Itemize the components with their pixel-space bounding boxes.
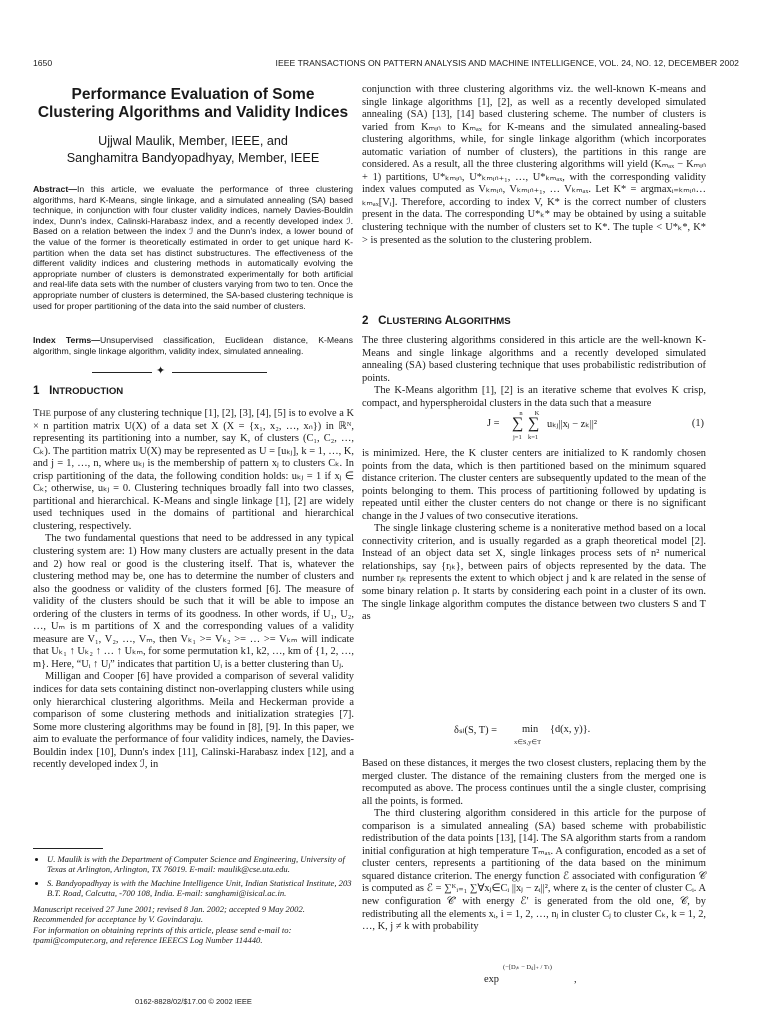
eq3-exponent: (−[Dᵢₖ − Dᵢⱼ]₊ / Tₜ) — [503, 964, 552, 971]
running-head — [33, 58, 739, 70]
abstract-label: Abstract — [33, 184, 69, 194]
section-1-heading — [33, 384, 123, 399]
eq3-tail: , — [574, 974, 577, 985]
s2-paragraph-3: is minimized. Here, the K cluster centers are initialized to K randomly chosen points from the data, which is then partitioned based on the minimum squared distance criterion. The cluster centers are subsequently updated to the mean of the points belonging to them. This process of partitioning followed by updating is repeated until either the cluster centers do not change or there is no significant change in the J values of two consecutive iterations. — [362, 448, 706, 522]
intro-lead-rest: HE — [39, 408, 51, 418]
section-1-title-initial: I — [49, 384, 53, 397]
eq2-min-sub: x∈S,y∈T — [514, 739, 542, 746]
eq1-sum2-top: K — [534, 410, 540, 417]
index-terms-dash: — — [91, 335, 100, 345]
intro-p1-text: purpose of any clustering technique [1], [2], [3], [4], [5] is to evolve a K × n partition matrix U(X) of a data set X (X = {x₁, x₂, …, xₙ}) in ℝᴺ, representing its partitioning into a number, say K, of clusters (C₁, C₂, …, Cₖ). The partition matrix U(X) may be represented as U = [uₖⱼ], k = 1, …, K, and j = 1, …, n, where uₖⱼ is the membership of pattern xⱼ to clusters Cₖ. In crisp partitioning of the data, the following condition holds: uₖⱼ = 1 if xⱼ ∈ Cₖ; otherwise, uₖⱼ = 0. Clustering techniques broadly fall into two classes, partitional and hierarchical. K-Means and single linkage [1], [2] are widely used techniques used in the domains of partitional and hierarchical clustering, respectively. — [33, 408, 354, 532]
intro-continuation: conjunction with three clustering algorithms viz. the well-known K-means and single linkage algorithms [1], [2], as well as a recently developed simulated annealing (SA) [13], [14] based clustering scheme. The number of clusters is varied from Kₘᵢₙ to Kₘₐₓ for K-means and the simulated annealing-based clustering algorithms, while, for single linkage algorithm (which incorporates automatic variation of number of clusters), the partitions in this range are considered. As a result, all the three clustering algorithms will yield (Kₘₐₓ − Kₘᵢₙ + 1) partitions, U*ₖₘᵢₙ, U*ₖₘᵢₙ₊₁, …, U*ₖₘₐₓ, with the corresponding validity index values computed as Vₖₘᵢₙ, Vₖₘᵢₙ₊₁, … Vₖₘₐₓ. Let K* = argmaxᵢ₌ₖₘᵢₙ…ₖₘₐₓ[Vᵢ]. Therefore, according to index V, K* is the correct number of clusters present in the data. The corresponding U*ₖ* may be obtained by using a suitable clustering technique with the number of clusters set to K*. The tuple < U*ₖ*, K* > is presented as the solution to the clustering problem. — [362, 84, 706, 246]
section-2-c2: A — [444, 314, 454, 327]
eq2-min: min — [522, 724, 539, 735]
section-1-number: 1 — [33, 384, 40, 397]
separator-rule-left — [92, 372, 152, 373]
section-2-c1-rest: LUSTERING — [386, 316, 442, 327]
separator-rule-right — [172, 372, 267, 373]
s2-paragraph-5: Based on these distances, it merges the two closest clusters, replacing them by the merged cluster. The distance of the remaining clusters from the merged one is recomputed as above. The process continues until the a single cluster, comprising all the points, is formed. — [362, 758, 706, 807]
s2-paragraph-6: The third clustering algorithm considered in this article for the purpose of comparison is a simulated annealing (SA) based scheme with probabilistic redistribution of the data points [13], [14]. The SA algorithm starts from a random initial configuration at high temperature Tₘₐₓ. A configuration, encoded as a set of cluster centers, represents a partitioning of the data based on the minimum squared distance criterion. The energy function ℰ associated with configuration 𝒞 is computed as ℰ = ∑ᴷᵢ₌₁ ∑∀xⱼ∈Cᵢ ||xⱼ − zᵢ||², where zᵢ is the center of cluster Cᵢ. A new configuration 𝒞′ with energy ℰ′ is generated from the old one, 𝒞, by redistributing all the elements xᵢ, i = 1, 2, …, nⱼ in cluster Cⱼ to cluster Cₖ, k = 1, 2, …, K, j ≠ k with probability — [362, 808, 706, 933]
intro-paragraph-3: Milligan and Cooper [6] have provided a comparison of several validity indices for data sets containing distinct non-overlapping clusters while using only hierarchical clustering algorithms. Meila and Heckerman provide a comparison of some clustering methods and initialization strategies [7]. Some more clustering algorithms may be found in [8], [9]. In this paper, we aim to evaluate the performance of four validity indices, namely, the Davies-Bouldin index [10], Dunn's index [11], Calinski-Harabasz index [12], and a recently developed index ℐ, in — [33, 671, 354, 771]
equation-1 — [362, 409, 706, 445]
authors-line2: Sanghamitra Bandyopadhyay, Member, IEEE — [66, 151, 320, 165]
eq1-sum2-icon: ∑ — [528, 415, 540, 432]
authors-line1: Ujjwal Maulik, Member, IEEE, and — [98, 134, 288, 148]
s2-paragraph-2: The K-Means algorithm [1], [2] is an iterative scheme that evolves K crisp, compact, and hyperspheroidal clusters in the data such that a measure — [362, 385, 706, 409]
s2-paragraph-1: The three clustering algorithms considered in this article are the well-known K-Means and single linkage algorithms and a recently developed simulated annealing (SA) based clustering technique that uses probabilistic redistribution of points. — [362, 335, 706, 384]
section-2-kmeans — [362, 448, 706, 624]
paper-title-line2: Clustering Algorithms and Validity Indices — [37, 104, 349, 121]
intro-lead-first: T — [33, 408, 40, 419]
intro-paragraph-1 — [33, 407, 354, 533]
s2-paragraph-4: The single linkage clustering scheme is a noniterative method based on a local connectivity criterion, and is usually regarded as a graph theoretical model [2]. Instead of an object data set X, single linkages process sets of n² numerical relationships, say {rⱼₖ}, between pairs of objects represented by the data. The number rⱼₖ represents the extent to which object j and k are related in the sense of some binary relation ρ. It starts by considering each point in a cluster of its own. The single linkage algorithm computes the distance between two clusters S and T as — [362, 523, 706, 623]
section-2-intro — [362, 335, 706, 410]
equation-3 — [362, 962, 706, 990]
abstract — [33, 184, 353, 311]
eq1-lhs: J = — [487, 418, 500, 429]
abstract-text: In this article, we evaluate the performance of three clustering algorithms, hard K-Means, single linkage, and a simulated annealing (SA) based technique, in conjunction with four cluster validity indices, namely Davies-Bouldin index, Dunn's index, Calinski-Harabasz index, and a recently developed index ℐ. Based on a relation between the index ℐ and the Dunn's index, a lower bound of the value of the former is theoretically estimated in order to get unique hard K-partition when the data set has distinct substructures. The effectiveness of the different validity indices and clustering methods in automatically evolving the appropriate number of clusters is demonstrated experimentally for both artificial and real-life data sets with the number of clusters varying from two to ten. Once the appropriate number of clusters is determined, the SA-based clustering technique is used for proper partitioning of the data into the said number of clusters. — [33, 184, 353, 311]
eq1-body: uₖⱼ||xⱼ − zₖ||² — [547, 419, 597, 430]
manuscript-history: Manuscript received 27 June 2001; revised 8 Jan. 2002; accepted 9 May 2002. Recommended for acceptance by V. Govindaraju. — [33, 904, 305, 925]
eq3-base: exp — [484, 974, 500, 985]
index-terms — [33, 335, 353, 356]
footnote-affiliation-1: • U. Maulik is with the Department of Computer Science and Engineering, University of Texas at Arlington, Arlington, TX 76019. E-mail: maulik@cse.uta.edu. — [47, 854, 354, 875]
footnotes — [33, 854, 354, 945]
intro-paragraph-2: The two fundamental questions that need to be addressed in any typical clustering system are: 1) How many clusters are actually present in the data and 2) how real or good is the clustering itself. That is, whatever the clustering method may be, one has to determine the number of clusters and also the goodness or validity of the clusters formed [6]. The measure of validity of the clusters should be such that it will be able to impose an ordering of the clusters in terms of its goodness. In other words, if U₁, U₂, …, Uₘ is m partitions of X and the corresponding values of a validity measure are V₁, V₂, …, Vₘ, then Vₖ₁ >= Vₖ₂ >= … >= Vₖₘ will indicate that Uₖ₁ ↑ Uₖ₂ ↑ … ↑ Uₖₘ, for some permutation k1, k2, …, km of {1, 2, …, m}. Here, “Uᵢ ↑ Uⱼ” indicates that partition Uᵢ is a better clustering than Uⱼ. — [33, 533, 354, 670]
copyright-code: 0162-8828/02/$17.00 © 2002 IEEE — [135, 997, 252, 1006]
eq1-number: (1) — [691, 418, 704, 429]
footnote-affiliation-2: • S. Bandyopadhyay is with the Machine Intelligence Unit, Indian Statistical Institute, 203 B.T. Road, Calcutta, -700 108, India. E-mail: sanghami@isical.ac.in. — [47, 878, 354, 899]
index-terms-text: Unsupervised classification, Euclidean distance, K-Means algorithm, single linkage algorithm, validity index, simulated annealing. — [33, 335, 353, 356]
section-2-linkage-sa — [362, 758, 706, 934]
reprint-info: For information on obtaining reprints of this article, please send e-mail to: tpami@computer.org, and reference IEEECS Log Number 114440. — [33, 924, 292, 946]
footnote-rule — [33, 848, 103, 849]
eq1-sum1-bottom: j=1 — [513, 434, 522, 441]
section-2-c1: C — [378, 314, 387, 327]
section-2-number: 2 — [362, 314, 369, 327]
eq1-sum1-top: n — [519, 410, 523, 417]
authors — [33, 133, 353, 167]
index-terms-label: Index Terms — [33, 335, 92, 345]
page-number: 1650 — [33, 58, 53, 68]
equation-2 — [362, 720, 706, 750]
paper-title-line1: Performance Evaluation of Some — [71, 86, 315, 103]
eq1-sum1-icon: ∑ — [512, 415, 524, 432]
paper-title — [33, 86, 353, 122]
eq2-body: {d(x, y)}. — [550, 724, 591, 735]
section-1-title-rest: NTRODUCTION — [52, 386, 124, 397]
abstract-dash: — — [68, 184, 77, 194]
section-1-body — [33, 407, 354, 772]
eq2-lhs: δₛₗ(S, T) = — [454, 725, 498, 736]
right-column-continuation — [362, 84, 706, 247]
eq1-sum2-bottom: k=1 — [528, 434, 539, 441]
section-2-c2-rest: LGORITHMS — [453, 316, 511, 327]
section-2-heading — [362, 314, 511, 329]
journal-title: IEEE TRANSACTIONS ON PATTERN ANALYSIS AND MACHINE INTELLIGENCE, VOL. 24, NO. 12, DECEMBER 2002 — [275, 58, 739, 68]
separator-diamond-icon: ✦ — [156, 365, 166, 377]
